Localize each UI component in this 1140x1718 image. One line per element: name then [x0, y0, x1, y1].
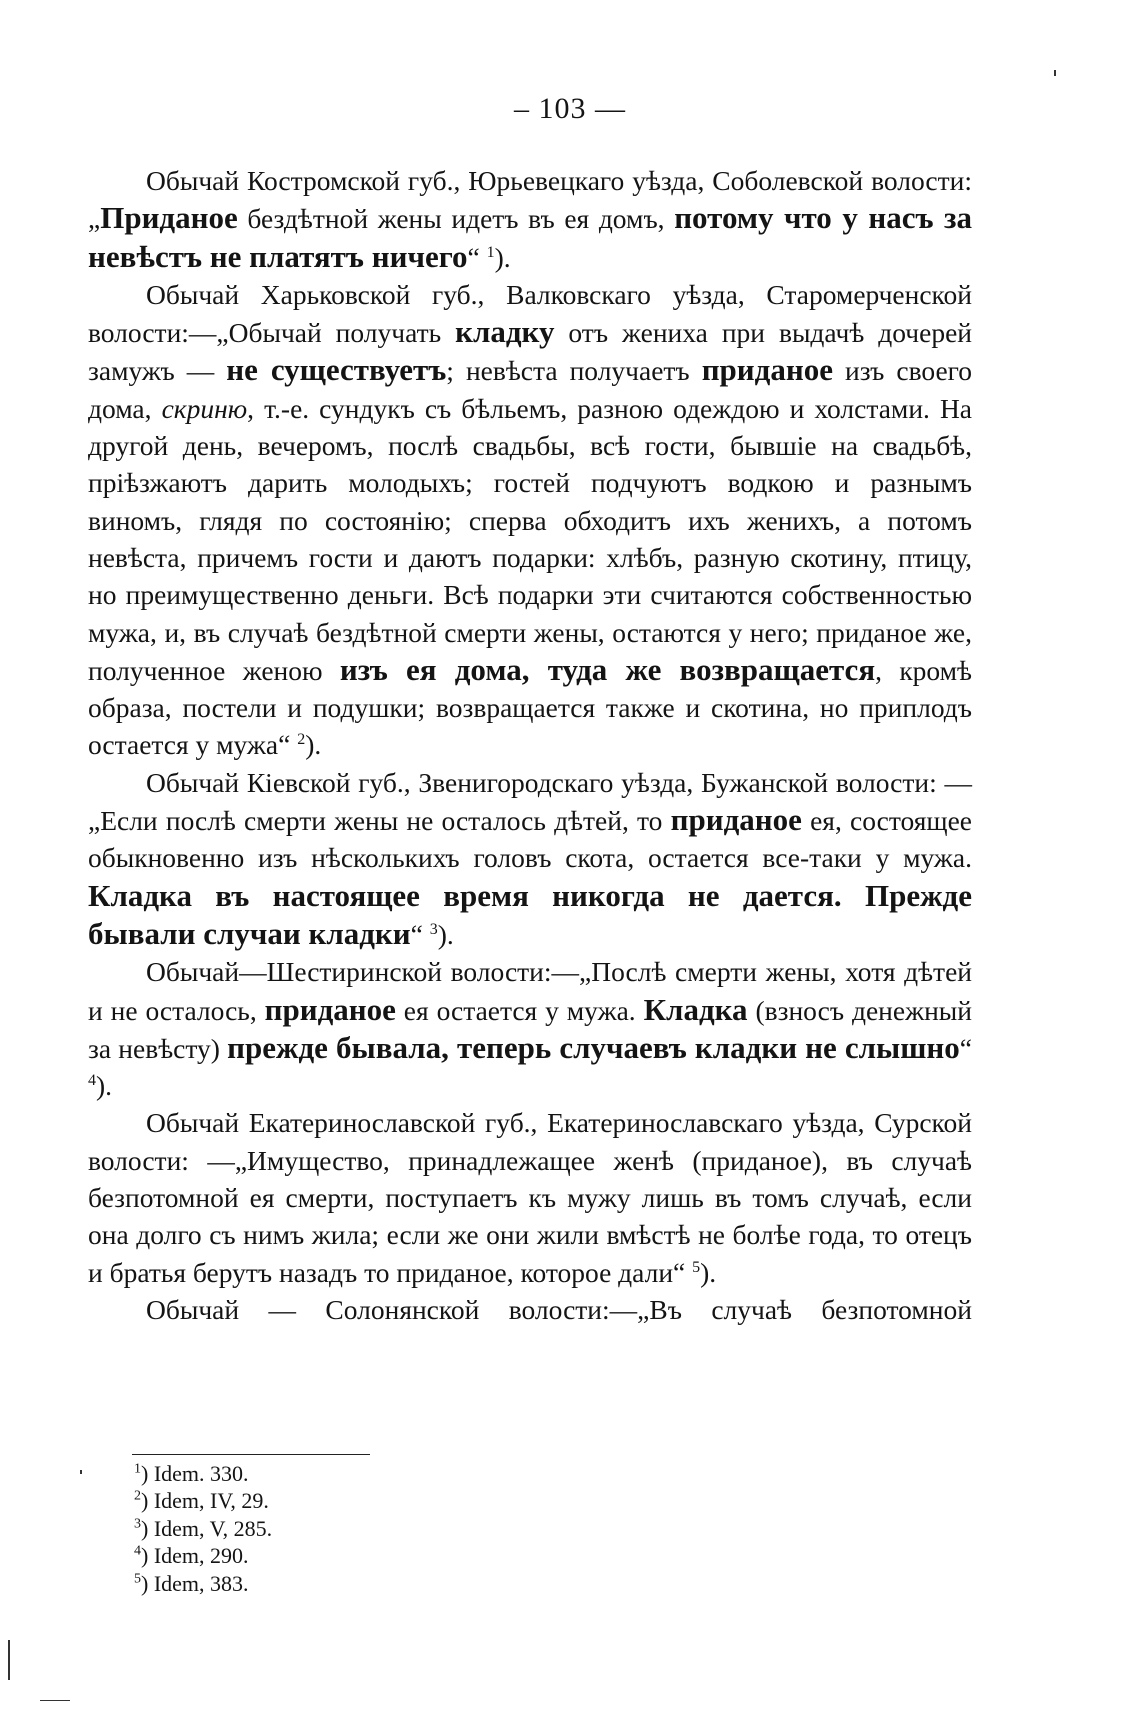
page-number: – 103 — [514, 92, 626, 125]
text-run: , т.-е. сундукъ съ бѣльемъ, разною одеждою и холстами. На другой день, вечеромъ, послѣ свадьбы, всѣ гости, бывшіе на свадьбѣ, пріѣзжаютъ дарить молодыхъ; гостей подчуютъ водкою и разнымъ виномъ, глядя по состоянію; сперва обходитъ ихъ женихъ, а потомъ невѣста, причемъ гости и даютъ подарки: хлѣбъ, разную скотину, птицу, но преимущественно деньги. Всѣ подарки эти считаются собственностью мужа, и, въ случаѣ бездѣтной смерти жены, остаются у него; приданое же, полученное женою [88, 392, 973, 686]
paragraph [88, 276, 972, 764]
paragraph [88, 1104, 972, 1290]
footnote-text: ) Idem, 383. [141, 1570, 249, 1596]
text-run: ея остается у мужа. [395, 994, 644, 1026]
text-run: (взносъ денежный за невѣсту) [88, 994, 972, 1064]
text-run: Обычай Кіевской губ., Звенигородскаго уѣзда, Бужанской волости: —„Если послѣ смерти жены не осталось дѣтей, то [88, 766, 972, 837]
footnote [134, 1515, 272, 1542]
footnote-mark: 4 [134, 1543, 141, 1559]
emphasized-text: Кладка [643, 991, 748, 1027]
text-run: Обычай Костромской губ., Юрьевецкаго уѣзда, Соболевской волости: „ [88, 165, 972, 235]
text-run: отъ жениха при выдачѣ дочерей замужъ — [88, 317, 972, 387]
scan-speck [40, 1700, 70, 1701]
text-run: , кромѣ образа, постели и подушки; возвращается также и скотина, но приплодъ остается у мужа“ [88, 654, 972, 761]
paragraph [88, 953, 972, 1104]
text-run: скриню [161, 392, 248, 424]
emphasized-text: Кладка въ настоящее время никогда не дается. Прежде бывали случаи кладки [88, 877, 972, 951]
scan-speck [8, 1640, 10, 1680]
text-run: изъ своего дома, [88, 355, 972, 424]
emphasized-text: изъ ея дома, туда же возвращается [339, 651, 876, 687]
paragraph [88, 1291, 972, 1328]
emphasized-text: приданое [670, 802, 802, 838]
text-run: бездѣтной жены идетъ въ ея домъ, [237, 203, 675, 235]
scan-speck [1054, 70, 1056, 76]
text-run: Обычай—Шестиринской волости:—„Послѣ смерти жены, хотя дѣтей и не осталось, [88, 956, 972, 1026]
emphasized-text: не существуетъ [226, 352, 447, 388]
text-run: “ [467, 241, 487, 273]
emphasized-text: потому что у насъ за невѣстъ не платятъ ничего [88, 200, 972, 274]
emphasized-text: прежде бывала, теперь случаевъ кладки не слышно [227, 1029, 960, 1065]
footnote-mark: 1 [134, 1461, 141, 1477]
footnote-mark: 3 [134, 1516, 141, 1532]
footnote-ref: 2 [297, 731, 306, 749]
footnote-ref: 5 [692, 1258, 701, 1276]
footnote-text: ) Idem, V, 285. [141, 1515, 273, 1541]
footnote-mark: 5 [134, 1571, 141, 1587]
footnote-mark: 2 [134, 1489, 141, 1505]
text-run: ). [437, 918, 454, 950]
footnote-ref: 4 [88, 1071, 96, 1089]
paragraph [88, 162, 972, 276]
footnote [134, 1460, 272, 1487]
footnote-divider [132, 1454, 370, 1455]
text-run: Обычай Харьковской губ., Валковскаго уѣзда, Старомерченской волости:—„Обычай получать [88, 278, 972, 349]
main-text [88, 162, 972, 1328]
footnote-text: ) Idem. 330. [141, 1461, 249, 1486]
emphasized-text: приданое [701, 352, 833, 388]
text-run: ея, состоящее обыкновенно изъ нѣсколькихъ головъ скота, остается все-таки у мужа. [88, 805, 972, 874]
text-run: ). [494, 241, 511, 273]
text-run: Обычай Екатеринославской губ., Екатеринославскаго уѣзда, Сурской волости: —„Имущество, принадлежащее женѣ (приданое), въ случаѣ безпотомной ея смерти, поступаетъ къ мужу лишь въ томъ случаѣ, если она долго съ нимъ жила; если же они жили вмѣстѣ не болѣе года, то отецъ и братья берутъ назадъ то приданое, которое дали“ [88, 1107, 972, 1288]
footnote-ref: 1 [486, 243, 495, 261]
emphasized-text: Приданое [100, 200, 238, 236]
footnote-ref: 3 [429, 920, 438, 938]
footnote [134, 1542, 272, 1569]
text-run: “ [959, 1032, 973, 1064]
text-run: ). [700, 1256, 717, 1288]
emphasized-text: кладку [455, 314, 555, 350]
emphasized-text: приданое [264, 991, 396, 1027]
footnote [134, 1487, 272, 1514]
footnote-text: ) Idem, 290. [141, 1543, 249, 1569]
footnote-text: ) Idem, IV, 29. [141, 1488, 269, 1514]
paragraph [88, 764, 972, 953]
footnote [134, 1570, 272, 1597]
text-run: Обычай — Солонянской волости:—„Въ случаѣ безпотомной [146, 1293, 972, 1325]
text-run: ). [96, 1070, 113, 1102]
text-run: ; невѣста получаетъ [446, 355, 702, 387]
footnotes [134, 1460, 272, 1597]
scan-speck [80, 1470, 82, 1474]
text-run: “ [410, 918, 430, 950]
text-run: ). [305, 729, 322, 761]
